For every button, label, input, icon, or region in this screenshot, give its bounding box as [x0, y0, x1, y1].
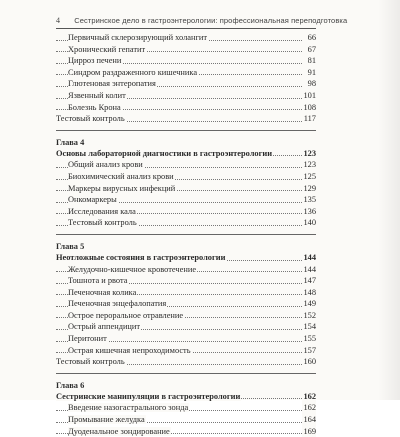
- toc-entry[interactable]: Тошнота и рвота 147: [56, 275, 316, 287]
- toc-entry[interactable]: Печеночная энцефалопатия 149: [56, 298, 316, 310]
- chapter-separator: [56, 368, 316, 380]
- toc-entry[interactable]: Хронический гепатит 67: [56, 44, 316, 56]
- chapter-title-entry[interactable]: Сестринские манипуляции в гастроэнтерологии 162: [56, 391, 316, 401]
- chapter-label: Глава 5: [56, 241, 85, 251]
- toc-entry[interactable]: Тестовый контроль 140: [56, 217, 316, 229]
- toc-entry[interactable]: Маркеры вирусных инфекций 129: [56, 183, 316, 195]
- toc-entry[interactable]: Острая кишечная непроходимость 157: [56, 345, 316, 357]
- chapter-separator: [56, 229, 316, 241]
- toc-entry[interactable]: Язвенный колит 101: [56, 90, 316, 102]
- toc-entry[interactable]: Острый аппендицит 154: [56, 321, 316, 333]
- toc-entry[interactable]: Дуоденальное зондирование 169: [56, 426, 316, 437]
- chapter-title-entry[interactable]: Основы лабораторной диагностики в гастроэнтерологии 123: [56, 148, 316, 158]
- toc-entry[interactable]: Перитонит 155: [56, 333, 316, 345]
- toc-entry[interactable]: Биохимический анализ крови 125: [56, 171, 316, 183]
- toc-entry[interactable]: Первичный склерозирующий холангит 66: [56, 32, 316, 44]
- chapter-title-entry[interactable]: Неотложные состояния в гастроэнтерологии 144: [56, 252, 316, 262]
- running-title: Сестринское дело в гастроэнтерологии: профессиональная переподготовка: [74, 16, 348, 25]
- chapter-separator: [56, 125, 316, 137]
- chapter-label: Глава 6: [56, 380, 85, 390]
- running-head: [56, 16, 346, 25]
- toc-entry[interactable]: Исследования кала 136: [56, 206, 316, 218]
- toc-entry[interactable]: Синдром раздраженного кишечника 91: [56, 67, 316, 79]
- toc-entry-test[interactable]: Тестовый контроль 117: [56, 114, 316, 124]
- toc-entry[interactable]: Печеночная колика 148: [56, 287, 316, 299]
- header-rule: [56, 28, 316, 29]
- toc-entry[interactable]: Цирроз печени 81: [56, 55, 316, 67]
- chapter-label: Глава 4: [56, 137, 85, 147]
- toc-entry[interactable]: Болезнь Крона 108: [56, 102, 316, 114]
- page-number: 4: [56, 16, 61, 25]
- toc-entry[interactable]: Острое пероральное отравление 152: [56, 310, 316, 322]
- toc-entry[interactable]: Желудочно-кишечное кровотечение 144: [56, 264, 316, 276]
- toc-entry[interactable]: Промывание желудка 164: [56, 414, 316, 426]
- toc-entry[interactable]: Общий анализ крови 123: [56, 159, 316, 171]
- toc-entry[interactable]: Глютеновая энтеропатия 98: [56, 78, 316, 90]
- toc-entry[interactable]: Онкомаркеры 135: [56, 194, 316, 206]
- toc-entry-test[interactable]: Тестовый контроль 160: [56, 357, 316, 367]
- table-of-contents: [56, 32, 316, 437]
- toc-entry[interactable]: Введение назогастрального зонда 162: [56, 402, 316, 414]
- page-edge-shadow: [378, 0, 400, 400]
